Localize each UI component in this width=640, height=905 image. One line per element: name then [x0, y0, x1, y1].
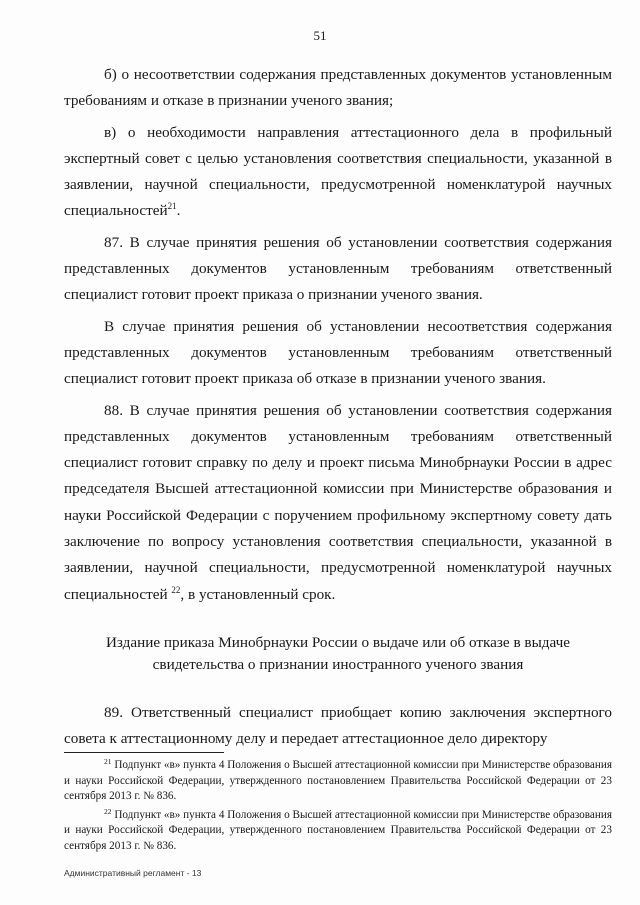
paragraph-v — [64, 120, 612, 225]
footnote-text-21: Подпункт «в» пункта 4 Положения о Высшей аттестационной комиссии при Министерстве образования и науки Российской Федерации, утвержденного постановлением Правительства Российской Федерации от 23 сентября 2013 г. № 836. — [64, 759, 612, 802]
document-footer-label: Административный регламент - 13 — [64, 868, 202, 878]
paragraph-88 — [64, 398, 612, 608]
paragraph-89: 89. Ответственный специалист приобщает копию заключения экспертного совета к аттестационному делу и передает аттестационное дело директору — [64, 703, 612, 748]
paragraph-88-end: , в установленный срок. — [180, 585, 336, 603]
footnote-number-22: 22 — [104, 806, 112, 816]
footnote-separator — [64, 752, 224, 753]
footnote-text-22: Подпункт «в» пункта 4 Положения о Высшей аттестационной комиссии при Министерстве образования и науки Российской Федерации, утвержденного постановлением Правительства Российской Федерации от 23 сентября 2013 г. № 836. — [64, 808, 612, 852]
paragraph-v-end: . — [176, 202, 181, 220]
paragraph-88-text: 88. В случае принятия решения об установлении соответствия содержания представленных документов установленным требованиям ответственный специалист готовит справку по делу и проект письма Минобрнауки России в адрес председателя Высшей аттестационной комиссии при Министерстве образования и науки Российской Федерации с поручением профильному экспертному совету дать заключение по вопросу установления соответствия специальности, указанной в заявлении, научной специальности, предусмотренной номенклатурой научных специальностей — [64, 401, 612, 603]
section-heading — [84, 632, 592, 676]
footnote-22 — [64, 808, 612, 855]
section-heading-line-1: Издание приказа Минобрнауки России о выдаче или об отказе в выдаче — [105, 633, 571, 651]
footnotes-block — [64, 758, 612, 857]
footnote-ref-22[interactable]: 22 — [171, 584, 181, 595]
paragraph-87-second: В случае принятия решения об установлении несоответствия содержания представленных документов установленным требованиям ответственный специалист готовит проект приказа об отказе в признании ученого звания. — [64, 317, 612, 388]
footnote-number-21: 21 — [104, 757, 112, 766]
section-heading-line-2: свидетельства о признании иностранного ученого звания — [152, 655, 524, 673]
paragraph-87: 87. В случае принятия решения об установлении соответствия содержания представленных документов установленным требованиям ответственный специалист готовит проект приказа о признании ученого звания. — [64, 233, 612, 304]
footnote-21 — [64, 758, 612, 805]
paragraph-v-text: в) о необходимости направления аттестационного дела в профильный экспертный совет с целью установления соответствия специальности, указанной в заявлении, научной специальности, предусмотренной номенклатурой научных специальностей — [64, 123, 612, 220]
footnote-ref-21[interactable]: 21 — [167, 201, 177, 212]
paragraph-b: б) о несоответствии содержания представленных документов установленным требованиям и отказе в признании ученого звания; — [64, 66, 612, 110]
page-number: 51 — [313, 28, 327, 43]
document-body — [64, 62, 612, 758]
